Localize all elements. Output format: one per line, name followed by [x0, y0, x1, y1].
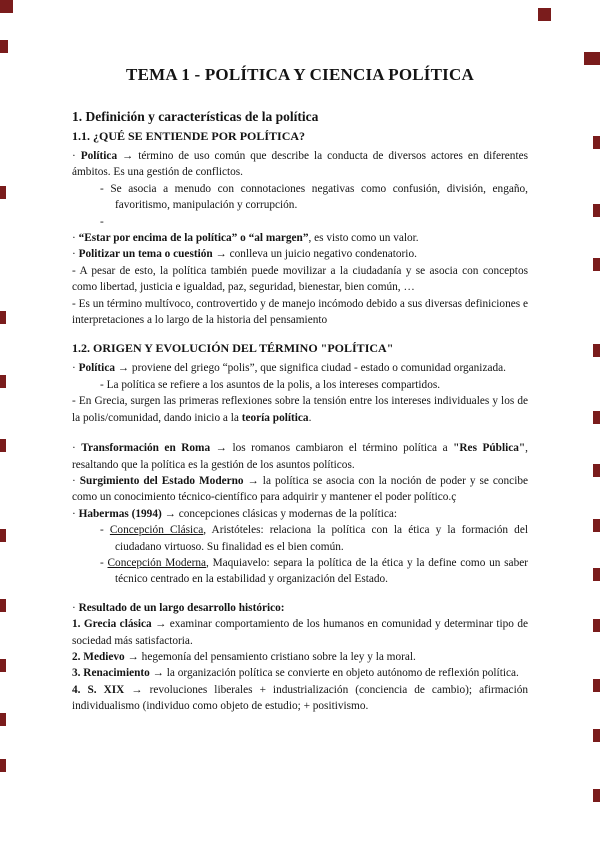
subitem-asuntos-polis — [72, 377, 528, 393]
text-segment: - En Grecia, surgen las primeras reflexiones sobre la tensión entre los intereses individuales y los de la polis/comunidad, dando inicio a la — [72, 395, 528, 424]
text-segment: 1. Definición y características de la política — [72, 109, 319, 124]
text-segment: → proviene del griego “polis”, que significa ciudad - estado o comunidad organizada. — [114, 362, 506, 375]
text-segment: Politizar un tema o cuestión — [78, 248, 213, 261]
text-segment: - Se asocia a menudo con connotaciones negativas como confusión, división, engaño, favoritismo, manipulación y corrupción. — [100, 182, 528, 212]
text-segment: · — [72, 362, 79, 375]
text-segment: · — [72, 150, 81, 162]
watermark-mark — [593, 411, 600, 424]
text-segment: 1. — [72, 618, 84, 631]
watermark-mark — [0, 529, 6, 542]
watermark-mark — [0, 599, 6, 612]
text-segment: → revoluciones liberales + industrialización (conciencia de cambio); afirmación individualismo (individuo como objeto de estudio; + positivismo. — [72, 683, 528, 713]
watermark-mark — [593, 136, 600, 149]
text-segment: 1.1. ¿QUÉ SE ENTIENDE POR POLÍTICA? — [72, 129, 306, 143]
text-segment: - — [100, 556, 108, 569]
watermark-mark — [593, 344, 600, 357]
watermark-mark — [593, 204, 600, 217]
text-segment: · — [72, 474, 80, 487]
watermark-mark — [593, 679, 600, 692]
text-segment: - — [100, 524, 110, 537]
text-segment: - — [100, 215, 104, 228]
document-title — [72, 64, 528, 86]
text-segment: Concepción Moderna — [107, 556, 207, 569]
para-grecia-clasica — [72, 616, 528, 649]
para-habermas — [72, 506, 528, 522]
text-segment: Política — [78, 362, 115, 375]
watermark-mark — [593, 789, 600, 802]
text-segment: → la organización política se convierte en objeto autónomo de reflexión política. — [149, 667, 519, 680]
watermark-mark — [0, 0, 13, 13]
para-a-pesar — [72, 263, 528, 296]
para-medievo — [72, 649, 528, 665]
text-segment: TEMA 1 - POLÍTICA Y CIENCIA POLÍTICA — [126, 65, 474, 84]
para-politica-definition — [72, 148, 528, 181]
text-segment: Habermas (1994) — [78, 507, 162, 520]
para-resultado-historico — [72, 600, 528, 616]
text-segment: 1.2. ORIGEN Y EVOLUCIÓN DEL TÉRMINO "POLÍTICA" — [72, 341, 394, 356]
text-segment: → los romanos cambiaron el término política a — [210, 442, 454, 455]
section-1-heading — [72, 108, 528, 126]
text-segment: Surgimiento del Estado Moderno — [79, 474, 244, 487]
text-segment: → conlleva un juicio negativo condenatorio. — [212, 248, 417, 261]
text-segment: → examinar comportamiento de los humanos en comunidad y determinar tipo de sociedad más satisfactoria. — [72, 618, 529, 647]
watermark-mark — [0, 713, 6, 726]
watermark-mark — [538, 8, 551, 21]
text-segment: Concepción Clásica — [109, 524, 204, 537]
subsection-1-2-heading — [72, 340, 528, 357]
text-segment: Política — [80, 150, 118, 162]
para-politizar — [72, 246, 528, 262]
text-segment: · — [72, 248, 79, 261]
text-segment: . — [308, 411, 312, 424]
watermark-mark — [0, 439, 6, 452]
watermark-mark — [0, 759, 6, 772]
watermark-mark — [593, 619, 600, 632]
text-segment: Medievo — [83, 650, 125, 663]
para-polis — [72, 360, 528, 376]
subitem-concepcion-clasica — [72, 522, 528, 555]
text-segment: , es visto como un valor. — [308, 232, 419, 245]
watermark-mark — [593, 568, 600, 581]
text-segment: 3. — [72, 667, 84, 680]
watermark-mark — [593, 258, 600, 271]
watermark-mark — [593, 729, 600, 742]
watermark-mark — [593, 519, 600, 532]
text-segment: · — [72, 601, 79, 614]
watermark-mark — [0, 40, 8, 53]
watermark-mark — [584, 52, 600, 65]
para-termino-multivoco — [72, 296, 528, 329]
text-segment: - Es un término multívoco, controvertido y de manejo incómodo debido a sus diversas definiciones e interpretaciones a lo largo de la historia del pensamiento — [72, 297, 528, 327]
para-s-xix — [72, 682, 528, 715]
subsection-1-1-heading — [72, 128, 528, 145]
text-segment: Grecia clásica — [83, 618, 152, 631]
watermark-mark — [593, 464, 600, 477]
text-segment: → término de uso común que describe la conducta de diversos actores en diferentes ámbitos. Es una gestión de conflictos. — [72, 150, 529, 179]
text-segment: “Estar por encima de la política” o “al margen” — [78, 232, 309, 245]
text-segment: - A pesar de esto, la política también puede movilizar a la ciudadanía y se asocia con conceptos como libertad, justicia e igualdad, paz, seguridad, bienestar, bien común, … — [72, 264, 528, 294]
watermark-mark — [0, 311, 6, 324]
text-segment: 2. — [72, 650, 84, 663]
text-segment: · — [72, 507, 79, 520]
text-segment: , resaltando que la política es la gestión de los asuntos políticos. — [72, 442, 528, 471]
text-segment: · — [72, 232, 79, 245]
subitem-empty-dash — [72, 214, 528, 230]
text-segment: → concepciones clásicas y modernas de la política: — [161, 507, 398, 520]
watermark-mark — [0, 186, 6, 199]
watermark-mark — [0, 375, 6, 388]
subitem-connotaciones — [72, 181, 528, 214]
para-estar-por-encima — [72, 230, 528, 246]
text-segment: Resultado de un largo desarrollo histórico: — [78, 601, 285, 614]
text-segment: teoría política — [241, 411, 309, 424]
subitem-concepcion-moderna — [72, 555, 528, 588]
para-estado-moderno — [72, 473, 528, 506]
text-segment: → hegemonía del pensamiento cristiano sobre la ley y la moral. — [124, 650, 416, 663]
para-grecia-teoria — [72, 393, 528, 426]
text-segment: Renacimiento — [83, 667, 150, 680]
para-roma — [72, 440, 528, 473]
text-segment: Transformación en Roma — [81, 442, 211, 455]
text-segment: , Aristóteles: relaciona la política con la ética y la formación del ciudadano virtuoso. Su finalidad es el bien común. — [115, 524, 528, 553]
text-segment: → la política se asocia con la noción de poder y se concibe como un conocimiento técnico-científico para adquirir y mantener el poder político.ç — [72, 474, 528, 504]
text-segment: · — [72, 442, 82, 455]
text-segment: , Maquiavelo: separa la política de la ética y la define como un saber técnico centrado en la estabilidad y organización del Estado. — [115, 556, 528, 586]
text-segment: "Res Pública" — [453, 442, 526, 455]
watermark-mark — [0, 659, 6, 672]
para-renacimiento — [72, 665, 528, 681]
text-segment: S. XIX — [87, 683, 125, 696]
text-segment: - La política se refiere a los asuntos de la polis, a los intereses compartidos. — [100, 378, 441, 391]
text-segment: 4. — [72, 683, 88, 696]
